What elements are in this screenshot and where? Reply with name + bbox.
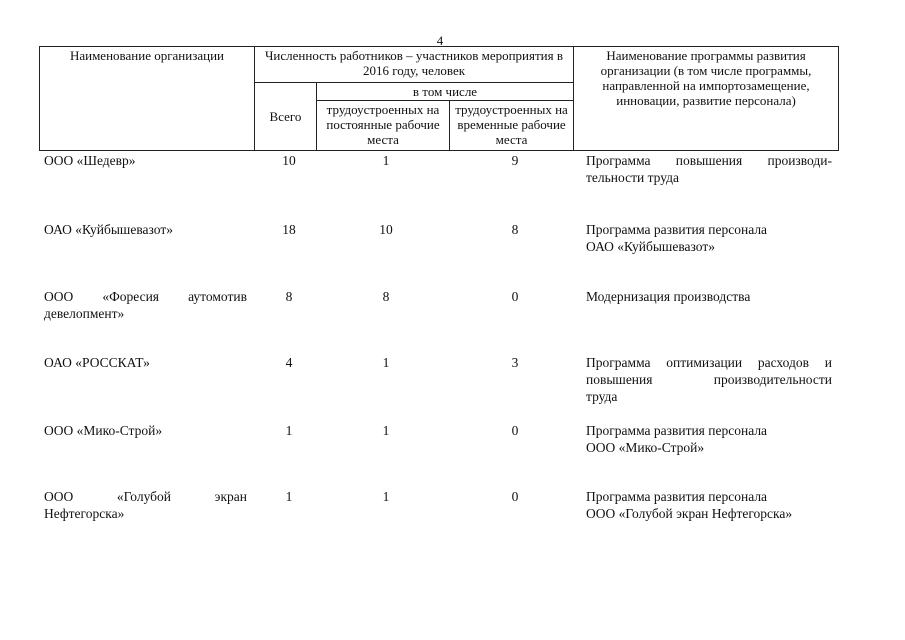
program-line: труда (586, 389, 618, 404)
program-line: Модернизация производства (586, 289, 751, 304)
program-line: ООО «Мико-Строй» (586, 440, 705, 455)
program-line: Программа развития персонала (586, 222, 768, 237)
permanent-count: 1 (382, 153, 390, 168)
header-total: Всего (255, 83, 317, 151)
org-name: ОАО «Куйбышевазот» (44, 222, 173, 237)
program-line: ОАО «Куйбышевазот» (586, 239, 715, 254)
permanent-count: 1 (382, 489, 390, 504)
total-count: 18 (282, 222, 296, 237)
program-name (586, 152, 832, 186)
program-line: повышения производительности (586, 372, 832, 387)
program-line: ООО «Голубой экран Нефтегорска» (586, 506, 793, 521)
program-name (586, 221, 832, 255)
program-name (586, 422, 832, 456)
temporary-count: 8 (511, 222, 519, 237)
program-line: Программа повышения производи- (586, 153, 832, 168)
header-including: в том числе (317, 83, 574, 101)
header-headcount: Численность работников – участников мероприятия в 2016 году, человек (255, 47, 574, 83)
program-line: Программа развития персонала (586, 489, 768, 504)
program-line: Программа оптимизации расходов и (586, 355, 832, 370)
total-count: 1 (285, 489, 293, 504)
temporary-count: 0 (511, 289, 519, 304)
permanent-count: 8 (382, 289, 390, 304)
temporary-count: 0 (511, 489, 519, 504)
header-temporary: трудоустроенных на временные рабочие места (450, 101, 574, 151)
program-name (586, 488, 846, 522)
program-name (586, 354, 832, 405)
temporary-count: 9 (511, 153, 519, 168)
org-name: ООО «Форесия аутомотив девелопмент» (44, 289, 247, 321)
program-name (586, 288, 832, 305)
header-program: Наименование программы развития организации (в том числе программы, направленной на импортозамещение, инновации, развитие персонала) (574, 47, 839, 151)
table-header (39, 46, 839, 151)
org-name: ООО «Голубой экран Нефтегорска» (44, 489, 247, 521)
permanent-count: 1 (382, 423, 390, 438)
temporary-count: 3 (511, 355, 519, 370)
program-line: Программа развития персонала (586, 423, 768, 438)
org-name: ООО «Мико-Строй» (44, 423, 163, 438)
permanent-count: 1 (382, 355, 390, 370)
header-permanent: трудоустроенных на постоянные рабочие места (317, 101, 450, 151)
total-count: 10 (282, 153, 296, 168)
temporary-count: 0 (511, 423, 519, 438)
program-line: тельности труда (586, 170, 679, 185)
header-org-name: Наименование организации (40, 47, 255, 151)
page-number: 4 (436, 33, 444, 48)
org-name: ООО «Шедевр» (44, 153, 136, 168)
total-count: 4 (285, 355, 293, 370)
total-count: 1 (285, 423, 293, 438)
total-count: 8 (285, 289, 293, 304)
permanent-count: 10 (379, 222, 393, 237)
org-name: ОАО «РОССКАТ» (44, 355, 150, 370)
